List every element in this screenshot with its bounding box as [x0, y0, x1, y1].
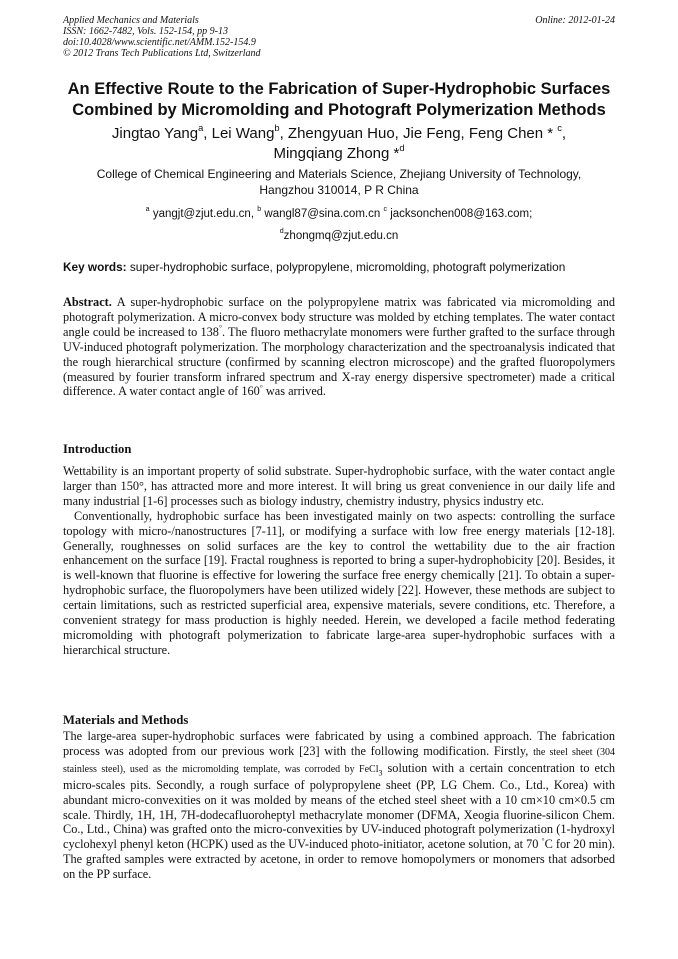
email-mark: d — [279, 227, 284, 236]
email-address: jacksonchen008@163.com; — [387, 208, 533, 220]
author-separator: , — [203, 125, 212, 142]
author-affil-mark: a — [198, 123, 204, 134]
methods-heading: Materials and Methods — [63, 713, 189, 727]
email-mark: a — [145, 205, 150, 214]
methods-section — [63, 729, 615, 882]
email-address: yangjt@zjut.edu.cn, — [149, 208, 258, 220]
copyright-line: © 2012 Trans Tech Publications Ltd, Switzerland — [63, 48, 261, 59]
methods-text: The large-area super-hydrophobic surfaces were fabricated by using a combined approach. The fabrication process was adopted from our previous work [23] with the following modification. Firstly, — [63, 729, 615, 758]
abstract — [63, 295, 615, 399]
issn-line: ISSN: 1662-7482, Vols. 152-154, pp 9-13 — [63, 26, 228, 37]
email-mark: b — [257, 205, 262, 214]
paper-title — [40, 79, 638, 121]
abstract-paragraph — [63, 295, 615, 399]
methods-paragraph — [63, 729, 615, 882]
introduction-heading: Introduction — [63, 442, 132, 456]
author-affil-mark: b — [274, 123, 280, 134]
email-list — [63, 203, 615, 247]
affiliation-line-1: College of Chemical Engineering and Materials Science, Zhejiang University of Technology, — [96, 167, 582, 181]
degree-mark: ° — [218, 322, 222, 332]
email-line-1 — [63, 203, 615, 225]
author-name: Mingqiang Zhong * — [273, 145, 400, 162]
intro-paragraph-2: Conventionally, hydrophobic surface has been investigated mainly on two aspects: controlling the surface topology with micro-/nanostructures [7-11], or modifying a surface with low free energy materials [12-18]. Generally, roughnesses on solid surfaces are the key to control the wettability due to the air fraction enhancement on the surface [19]. Fractal roughness is reported to bring a super-hydrophobicity [20]. Besides, it is well-known that fluorine is effective for lowering the surface free energy chemically [21]. To obtain a super-hydrophobic surface, the fluoropolymers have been utilized widely [22]. However, these methods are subject to certain limitations, such as restricted superficial area, expensive materials, severe conditions, etc. Therefore, a convenient strategy for mass production is highly needed. Herein, we developed a facile method federating micromolding with photograft polymerization to fabricate large-area super-hydrophobic surfaces with a hierarchical structure. — [63, 508, 615, 657]
doi-line: doi:10.4028/www.scientific.net/AMM.152-154.9 — [63, 37, 256, 48]
email-address: zhongmq@zjut.edu.cn — [283, 230, 399, 242]
keywords — [63, 259, 623, 275]
methods-text: solution with a certain concentration to etch micro-scales pits. Secondly, a rough surface of polypropylene sheet (PP, LG Chem. Co., Ltd., Korea) with abundant micro-convexities on it was molded by means of the etched steel sheet with a 10 cm×10 cm×0.5 cm scale. Thirdly, 1H, 1H, 7H-dodecafluoroheptyl methacrylate monomer (DFMA, Xeogia fluorine-silicon Chem. Co., Ltd., China) was grafted onto the micro-convexities by UV-induced photograft polymerization (1-hydroxyl cyclohexyl phenyl keton (HCPK) used as the UV-induced photo-initiator, acetone solution, at 70 — [63, 760, 615, 852]
affiliation — [63, 166, 615, 198]
author-line-2 — [40, 144, 638, 164]
degree-mark: ° — [541, 835, 545, 845]
subscript: 3 — [378, 768, 383, 778]
journal-name: Applied Mechanics and Materials — [63, 15, 199, 26]
abstract-text: . The fluoro methacrylate monomers were further grafted to the surface through UV-induced photograft polymerization. The morphology characterization and the spectroanalysis indicated that the rough hierarchical structure (confirmed by scanning electron microscope) and the grafted fluoropolymers (measured by fourier transform infrared spectrum and X-ray energy dispersive spectrometer) made a critical difference. A water contact angle of 160 — [63, 324, 615, 399]
abstract-text: A super-hydrophobic surface on the polypropylene matrix was fabricated via micromolding and photograft polymerization. A micro-convex body structure was molded by etching templates. The water contact angle could be increased to 138 — [63, 295, 615, 339]
degree-mark: ° — [259, 382, 263, 392]
author-name: Lei Wang — [211, 125, 275, 142]
author-affil-mark: d — [399, 143, 405, 154]
email-address: wangl87@sina.com.cn — [261, 208, 384, 220]
author-separator: , — [561, 125, 567, 142]
abstract-label: Abstract. — [63, 295, 112, 309]
author-affil-mark: c — [557, 123, 562, 134]
author-names: , Zhengyuan Huo, Jie Feng, Feng Chen * — [279, 125, 558, 142]
affiliation-line-2: Hangzhou 310014, P R China — [259, 183, 419, 197]
introduction-section — [63, 464, 615, 658]
online-date: Online: 2012-01-24 — [535, 15, 615, 26]
email-mark: c — [383, 205, 388, 214]
methods-text: C for 20 min). The grafted samples were extracted by acetone, in order to remove homopolymers or monomers that adsorbed on the PP surface. — [63, 837, 615, 882]
author-line-1 — [40, 124, 638, 144]
intro-paragraph-1: Wettability is an important property of solid substrate. Super-hydrophobic surface, with the water contact angle larger than 150°, has attracted more and more interest. It will bring us great convenience in our daily life and many industrial [1-6] processes such as biology industry, chemistry industry, physics industry etc. — [63, 464, 615, 508]
author-name: Jingtao Yang — [111, 125, 199, 142]
methods-small-text: the steel sheet (304 stainless steel), used as the micromolding template, was corroded by FeCl — [63, 746, 615, 775]
journal-header — [63, 15, 615, 59]
email-line-2 — [63, 225, 615, 247]
title-line-2: Combined by Micromolding and Photograft Polymerization Methods — [72, 101, 606, 119]
keywords-text: super-hydrophobic surface, polypropylene, micromolding, photograft polymerization — [126, 260, 566, 274]
author-list — [40, 124, 638, 164]
abstract-text: was arrived. — [262, 384, 326, 399]
title-line-1: An Effective Route to the Fabrication of Super-Hydrophobic Surfaces — [67, 80, 611, 98]
keywords-label: Key words: — [63, 260, 127, 274]
